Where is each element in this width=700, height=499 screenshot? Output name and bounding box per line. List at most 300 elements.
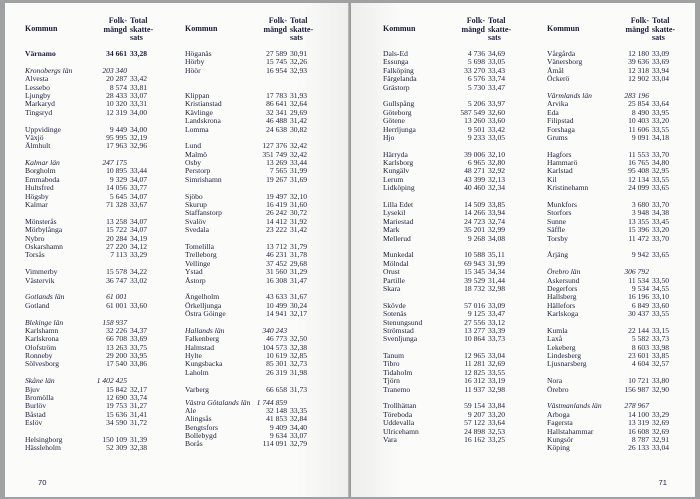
municipality-name: Ulricehamn <box>383 427 419 436</box>
population-value: 19 753 <box>106 401 127 411</box>
header-folkmangd: Folk- mängd <box>103 16 127 34</box>
table-row <box>547 134 684 142</box>
tax-rate-value: 32,17 <box>290 309 308 319</box>
municipality-name: Mörbylånga <box>25 226 63 235</box>
tax-rate-value: 33,74 <box>488 74 506 84</box>
tax-rate-value: 33,60 <box>130 300 148 310</box>
population-value: 16 308 <box>266 275 287 285</box>
municipality-name: Bjuv <box>25 385 40 394</box>
left-page <box>5 3 349 497</box>
municipality-name: Kalmar <box>25 201 48 210</box>
header-kommun: Kommun <box>383 24 416 33</box>
municipality-name: Eslöv <box>25 419 43 428</box>
table-row <box>383 84 520 92</box>
population-value: 13 277 <box>464 325 485 335</box>
tax-rate-value: 32,17 <box>130 384 148 394</box>
table-row <box>383 335 520 343</box>
tax-rate-value: 34,12 <box>130 241 148 251</box>
municipality-name: Kävlinge <box>185 108 213 117</box>
municipality-name: Bollebygd <box>185 432 217 441</box>
municipality-name: Kungsör <box>547 435 574 444</box>
tax-rate-value: 31,39 <box>130 434 148 444</box>
municipality-name: Kungsbacka <box>185 360 223 369</box>
municipality-name: Svalöv <box>185 217 207 226</box>
population-value: 14 412 <box>266 216 287 226</box>
population-value: 95 408 <box>628 166 649 176</box>
municipality-name: Töreboda <box>383 410 413 419</box>
municipality-name: Karlsborg <box>383 159 414 168</box>
municipality-name: Härryda <box>383 150 408 159</box>
municipality-name: Tidaholm <box>383 368 413 377</box>
spacer <box>185 75 322 83</box>
tax-rate-value: 33,19 <box>488 376 506 386</box>
municipality-name: Uddevalla <box>383 419 415 428</box>
tax-rate-value: 34,22 <box>130 267 148 277</box>
tax-rate-value: 33,67 <box>130 200 148 210</box>
tax-rate-value: 31,92 <box>290 216 308 226</box>
population-value: 12 902 <box>628 74 649 84</box>
tax-rate-value: 32,79 <box>290 439 308 449</box>
tax-rate-value: 32,53 <box>488 426 506 436</box>
population-value: 13 263 <box>106 342 127 352</box>
tax-rate-value: 33,81 <box>130 82 148 92</box>
municipality-name: Ronneby <box>25 352 53 361</box>
tax-rate-value: 31,93 <box>290 90 308 100</box>
tax-rate-value: 34,19 <box>130 233 148 243</box>
municipality-name: Herrljunga <box>383 125 416 134</box>
population-value: 24 099 <box>628 183 649 193</box>
tax-rate-value: 30,82 <box>290 124 308 134</box>
municipality-name: Svedala <box>185 226 210 235</box>
tax-rate-value: 33,29 <box>652 409 670 419</box>
tax-rate-value: 32,69 <box>652 426 670 436</box>
population-value: 9 409 <box>269 422 287 432</box>
population-value: 6 965 <box>467 158 485 168</box>
tax-rate-value: 30,91 <box>290 49 308 58</box>
tax-rate-value: 31,98 <box>290 367 308 377</box>
tax-rate-value: 32,95 <box>652 166 670 176</box>
tax-rate-value: 34,07 <box>130 191 148 201</box>
tax-rate-value: 34,00 <box>130 124 148 134</box>
population-value: 86 641 <box>266 99 287 109</box>
municipality-name: Torsby <box>547 234 568 243</box>
population-value: 10 721 <box>628 376 649 386</box>
tax-rate-value: 34,07 <box>130 225 148 235</box>
population-value: 17 540 <box>106 359 127 369</box>
municipality-name: Storfors <box>547 209 572 218</box>
municipality-name: Varberg <box>185 385 209 394</box>
municipality-name: Lessebo <box>25 83 50 92</box>
population-value: 14 056 <box>106 183 127 193</box>
municipality-name: Tranemo <box>383 385 411 394</box>
table-row <box>185 386 322 394</box>
population-value: 95 995 <box>106 132 127 142</box>
municipality-name: Arboga <box>547 410 570 419</box>
population-value: 26 242 <box>266 208 287 218</box>
population-value: 9 942 <box>631 250 649 260</box>
tax-rate-value: 31,60 <box>290 200 308 210</box>
header-kommun: Kommun <box>185 24 218 33</box>
population-value: 17 783 <box>266 90 287 100</box>
tax-rate-value: 31,42 <box>290 225 308 235</box>
tax-rate-value: 33,02 <box>130 275 148 285</box>
municipality-name: Eda <box>547 108 559 117</box>
tax-rate-value: 33,65 <box>652 250 670 260</box>
municipality-name: Falköping <box>383 66 414 75</box>
population-value: 39 006 <box>464 149 485 159</box>
table-row <box>25 444 162 452</box>
municipality-name: Munkfors <box>547 201 577 210</box>
tax-rate-value: 33,97 <box>488 99 506 109</box>
population-value: 15 722 <box>106 225 127 235</box>
municipality-name: Kristianstad <box>185 100 222 109</box>
tax-rate-value: 33,86 <box>130 359 148 369</box>
municipality-name: Mariestad <box>383 217 414 226</box>
population-value: 5 206 <box>467 99 485 109</box>
table-row <box>25 201 162 209</box>
population-value: 16 608 <box>628 426 649 436</box>
municipality-name: Perstorp <box>185 167 211 176</box>
tax-rate-value: 33,04 <box>488 351 506 361</box>
population-value: 12 690 <box>106 393 127 403</box>
municipality-name: Askersund <box>547 276 580 285</box>
tax-rate-value: 33,85 <box>652 351 670 361</box>
tax-rate-value: 34,00 <box>130 107 148 117</box>
header-skattesats: Total skatte- sats <box>652 16 676 43</box>
population-value: 32 341 <box>266 107 287 117</box>
municipality-name: Vellinge <box>185 259 211 268</box>
municipality-name: Ljusnarsberg <box>547 360 587 369</box>
table-column-1 <box>25 17 162 453</box>
tax-rate-value: 33,65 <box>652 183 670 193</box>
population-value: 16 162 <box>464 434 485 444</box>
table-column-2 <box>185 17 322 449</box>
column-header <box>185 17 322 50</box>
municipality-name: Lomma <box>185 125 209 134</box>
population-value: 9 449 <box>109 124 127 134</box>
municipality-name: Gotland <box>25 301 50 310</box>
municipality-name: Trelleborg <box>185 251 217 260</box>
table-row <box>25 142 162 150</box>
tax-rate-value: 32,93 <box>290 65 308 75</box>
table-row <box>25 302 162 310</box>
municipality-name: Kalmar län <box>25 158 60 168</box>
municipality-name: Tjörn <box>383 377 400 386</box>
tax-rate-value: 32,74 <box>488 216 506 226</box>
municipality-name: Gotlands län <box>25 292 65 302</box>
header-kommun: Kommun <box>547 24 580 33</box>
population-value: 27 220 <box>106 241 127 251</box>
municipality-name: Laholm <box>185 368 209 377</box>
population-value: 66 658 <box>266 384 287 394</box>
population-value: 23 222 <box>266 225 287 235</box>
table-row <box>25 419 162 427</box>
population-value: 43 633 <box>266 292 287 302</box>
municipality-name: Hjo <box>383 133 395 142</box>
tax-rate-value: 33,45 <box>652 216 670 226</box>
population-value: 12 318 <box>628 65 649 75</box>
population-value: 11 281 <box>464 359 485 369</box>
tax-rate-value: 31,73 <box>290 384 308 394</box>
municipality-name: Munkedal <box>383 251 414 260</box>
tax-rate-value: 33,64 <box>652 99 670 109</box>
tax-rate-value: 33,25 <box>488 434 506 444</box>
population-value: 24 638 <box>266 124 287 134</box>
population-value: 46 773 <box>266 334 287 344</box>
tax-rate-value: 33,95 <box>652 107 670 117</box>
municipality-name: Simrishamn <box>185 175 222 184</box>
tax-rate-value: 33,73 <box>652 334 670 344</box>
population-value: 9 634 <box>269 431 287 441</box>
tax-rate-value: 32,99 <box>488 225 506 235</box>
municipality-name: Sotenäs <box>383 310 407 319</box>
municipality-name: Mellerud <box>383 234 411 243</box>
municipality-name: Höör <box>185 66 201 75</box>
tax-rate-value: 32,91 <box>652 434 670 444</box>
tax-rate-value: 33,75 <box>130 342 148 352</box>
municipality-name: Stenungsund <box>383 318 423 327</box>
tax-rate-value: 32,69 <box>488 359 506 369</box>
tax-rate-value: 30,24 <box>290 300 308 310</box>
tax-rate-value: 33,07 <box>290 431 308 441</box>
population-value: 10 499 <box>266 300 287 310</box>
population-value: 11 553 <box>628 149 649 159</box>
tax-rate-value: 33,07 <box>130 90 148 100</box>
municipality-name: Ale <box>185 406 196 415</box>
population-value: 10 895 <box>106 166 127 176</box>
population-value: 34 661 <box>106 49 127 58</box>
population-value: 12 134 <box>628 174 649 184</box>
population-value: 15 842 <box>106 384 127 394</box>
population-value: 57 016 <box>464 300 485 310</box>
population-value: 61 001 <box>106 300 127 310</box>
population-value: 27 556 <box>464 317 485 327</box>
table-row <box>547 444 684 452</box>
tax-rate-value: 32,73 <box>290 359 308 369</box>
table-row <box>185 176 322 184</box>
municipality-name: Mölndal <box>383 259 409 268</box>
tax-rate-value: 33,43 <box>488 65 506 75</box>
population-value: 9 125 <box>467 309 485 319</box>
municipality-name: Örebro län <box>547 267 581 277</box>
municipality-name: Tibro <box>383 360 400 369</box>
tax-rate-value: 33,50 <box>652 275 670 285</box>
municipality-name: Hässleholm <box>25 444 61 453</box>
tax-rate-value: 35,11 <box>488 250 505 260</box>
tax-rate-value: 33,20 <box>652 116 670 126</box>
tax-rate-value: 33,74 <box>130 393 148 403</box>
population-value: 8 574 <box>109 82 127 92</box>
municipality-name: Klippan <box>185 91 210 100</box>
population-value: 13 258 <box>106 216 127 226</box>
tax-rate-value: 32,57 <box>652 359 670 369</box>
municipality-name: Olofström <box>25 343 57 352</box>
population-value: 5 582 <box>631 334 649 344</box>
tax-rate-value: 33,60 <box>652 300 670 310</box>
municipality-name: Kil <box>547 175 557 184</box>
population-value: 16 196 <box>628 292 649 302</box>
municipality-name: Orust <box>383 268 400 277</box>
municipality-name: Markaryd <box>25 100 55 109</box>
table-row <box>185 277 322 285</box>
municipality-name: Emmaboda <box>25 175 60 184</box>
table-column-3 <box>383 17 520 444</box>
population-value: 3 948 <box>631 208 649 218</box>
tax-rate-value: 32,50 <box>290 334 308 344</box>
population-value: 24 898 <box>464 426 485 436</box>
page-number-right: 71 <box>658 478 667 487</box>
municipality-name: Köping <box>547 444 570 453</box>
tax-rate-value: 33,47 <box>488 82 506 92</box>
tax-rate-value: 34,07 <box>130 216 148 226</box>
municipality-name: Hylte <box>185 352 202 361</box>
population-value: 16 312 <box>464 376 485 386</box>
population-value: 24 723 <box>464 216 485 226</box>
population-value: 26 319 <box>266 367 287 377</box>
population-value: 10 403 <box>628 116 649 126</box>
population-value: 14 100 <box>628 409 649 419</box>
tax-rate-value: 33,12 <box>488 317 506 327</box>
tax-rate-value: 32,34 <box>488 183 506 193</box>
column-header <box>25 17 162 50</box>
municipality-name: Ystad <box>185 268 203 277</box>
municipality-name: Kungälv <box>383 167 410 176</box>
tax-rate-value: 32,26 <box>290 57 308 67</box>
population-value: 9 501 <box>467 124 485 134</box>
population-value: 10 619 <box>266 351 287 361</box>
tax-rate-value: 31,78 <box>290 250 308 260</box>
population-value: 43 399 <box>464 174 485 184</box>
municipality-name: Partille <box>383 276 405 285</box>
municipality-name: Lekeberg <box>547 343 576 352</box>
table-column-4 <box>547 17 684 453</box>
population-value: 351 749 <box>262 149 287 159</box>
population-value: 71 328 <box>106 200 127 210</box>
population-value: 340 243 <box>262 325 287 335</box>
table-row <box>185 310 322 318</box>
municipality-name: Arvika <box>547 100 569 109</box>
table-row <box>547 251 684 259</box>
municipality-name: Strömstad <box>383 326 414 335</box>
population-value: 247 175 <box>102 158 127 168</box>
population-value: 28 433 <box>106 90 127 100</box>
population-value: 1 744 859 <box>256 397 287 407</box>
population-value: 15 396 <box>628 225 649 235</box>
tax-rate-value: 33,44 <box>290 158 308 168</box>
municipality-name: Hammarö <box>547 159 578 168</box>
population-value: 7 113 <box>110 250 127 260</box>
population-value: 158 937 <box>102 317 127 327</box>
population-value: 14 266 <box>464 208 485 218</box>
municipality-name: Hörby <box>185 58 205 67</box>
tax-rate-value: 33,20 <box>488 409 506 419</box>
municipality-name: Hallstahammar <box>547 427 594 436</box>
municipality-name: Vårgårda <box>547 50 576 58</box>
table-row <box>383 235 520 243</box>
tax-rate-value: 33,69 <box>130 334 148 344</box>
population-value: 46 231 <box>266 250 287 260</box>
population-value: 46 488 <box>266 116 287 126</box>
table-row <box>383 386 520 394</box>
municipality-name: Forshaga <box>547 125 575 134</box>
table-row <box>25 277 162 285</box>
table-row <box>547 235 684 243</box>
tax-rate-value: 32,98 <box>488 283 506 293</box>
tax-rate-value: 32,92 <box>488 166 506 176</box>
tax-rate-value: 31,27 <box>130 401 148 411</box>
population-value: 15 745 <box>266 57 287 67</box>
municipality-name: Landskrona <box>185 117 221 126</box>
population-value: 30 437 <box>628 309 649 319</box>
table-row <box>383 134 520 142</box>
municipality-name: Sjöbo <box>185 192 203 201</box>
municipality-name: Tomelilla <box>185 242 214 251</box>
population-value: 9 329 <box>109 174 127 184</box>
population-value: 5 698 <box>467 57 485 67</box>
population-value: 33 270 <box>464 65 485 75</box>
tax-rate-value: 32,42 <box>290 149 308 159</box>
tax-rate-value: 33,09 <box>488 300 506 310</box>
tax-rate-value: 29,69 <box>290 107 308 117</box>
table-row <box>383 436 520 444</box>
population-value: 12 180 <box>628 49 649 58</box>
population-value: 12 965 <box>464 351 485 361</box>
tax-rate-value: 34,34 <box>488 267 506 277</box>
tax-rate-value: 33,05 <box>488 132 506 142</box>
tax-rate-value: 33,55 <box>488 367 506 377</box>
tax-rate-value: 33,15 <box>652 325 670 335</box>
population-value: 150 109 <box>102 434 127 444</box>
municipality-name: Bengtsfors <box>185 423 218 432</box>
tax-rate-value: 30,72 <box>290 208 308 218</box>
population-value: 3 680 <box>631 200 649 210</box>
municipality-name: Västra Götalands län <box>185 397 251 407</box>
header-folkmangd: Folk- mängd <box>461 16 485 34</box>
tax-rate-value: 33,94 <box>488 208 506 218</box>
population-value: 8 787 <box>631 434 649 444</box>
population-value: 13 260 <box>464 116 485 126</box>
tax-rate-value: 32,64 <box>290 99 308 109</box>
population-value: 19 267 <box>266 174 287 184</box>
population-value: 9 534 <box>631 283 649 293</box>
tax-rate-value: 32,13 <box>488 174 506 184</box>
municipality-name: Uppvidinge <box>25 125 61 134</box>
tax-rate-value: 33,31 <box>130 99 148 109</box>
municipality-name: Kumla <box>547 326 568 335</box>
municipality-name: Sölvesborg <box>25 360 60 369</box>
population-value: 9 268 <box>467 233 485 243</box>
municipality-name: Kronobergs län <box>25 65 73 75</box>
municipality-name: Lerum <box>383 175 404 184</box>
municipality-name: Dals-Ed <box>383 50 408 58</box>
tax-rate-value: 33,05 <box>488 57 506 67</box>
municipality-name: Hallsberg <box>547 293 577 302</box>
population-value: 39 636 <box>628 57 649 67</box>
population-value: 10 864 <box>464 334 485 344</box>
municipality-name: Trollhättan <box>383 402 417 411</box>
tax-rate-value: 34,08 <box>488 233 506 243</box>
tax-rate-value: 32,19 <box>130 132 148 142</box>
tax-rate-value: 31,41 <box>130 409 148 419</box>
municipality-name: Karlskoga <box>547 310 579 319</box>
municipality-name: Oskarshamn <box>25 242 63 251</box>
municipality-name: Gullspång <box>383 100 415 109</box>
population-value: 127 376 <box>262 141 287 151</box>
municipality-name: Torsås <box>25 251 45 260</box>
municipality-name: Östra Göinge <box>185 310 226 319</box>
tax-rate-value: 32,84 <box>290 414 308 424</box>
table-row <box>383 184 520 192</box>
